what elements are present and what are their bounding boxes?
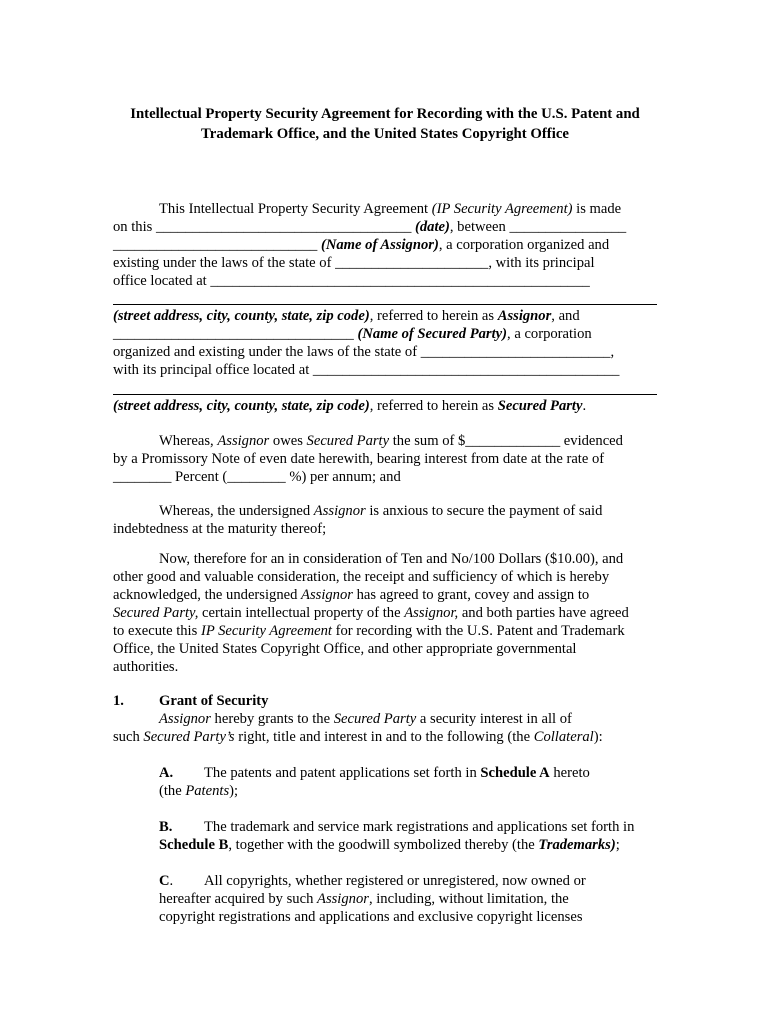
- intro-line-10: (street address, city, county, state, zip code), referred to herein as Secured Party.: [113, 398, 587, 414]
- intro-line-7: _________________________________ (Name of Secured Party), a corporation: [113, 326, 592, 342]
- now-line-6: Office, the United States Copyright Office, and other appropriate governmental: [113, 641, 577, 657]
- section-1-line-1: Assignor hereby grants to the Secured Party a security interest in all of: [159, 711, 572, 727]
- section-1-line-2: such Secured Party’s right, title and interest in and to the following (the Collateral):: [113, 729, 603, 745]
- now-line-3: acknowledged, the undersigned Assignor has agreed to grant, covey and assign to: [113, 587, 590, 603]
- title-line-1: Intellectual Property Security Agreement for Recording with the U.S. Patent and: [130, 106, 640, 122]
- blank-rule-address-2: [113, 394, 657, 395]
- intro-line-4: existing under the laws of the state of _____________________, with its principal: [113, 255, 595, 271]
- item-a-line-1: The patents and patent applications set forth in Schedule A hereto: [204, 765, 590, 781]
- now-line-4: Secured Party, certain intellectual property of the Assignor, and both parties have agreed: [113, 605, 629, 621]
- item-c-label: C.: [159, 873, 174, 889]
- whereas2-line-2: indebtedness at the maturity thereof;: [113, 521, 327, 537]
- item-c-line-2: hereafter acquired by such Assignor, including, without limitation, the: [159, 891, 569, 907]
- intro-line-8: organized and existing under the laws of the state of __________________________,: [113, 344, 615, 360]
- blank-rule-address-1: [113, 304, 657, 305]
- now-line-5: to execute this IP Security Agreement for recording with the U.S. Patent and Trademark: [113, 623, 625, 639]
- intro-line-3: ____________________________ (Name of Assignor), a corporation organized and: [113, 237, 610, 253]
- intro-line-6: (street address, city, county, state, zip code), referred to herein as Assignor, and: [113, 308, 580, 324]
- now-line-7: authorities.: [113, 659, 179, 675]
- whereas2-line-1: Whereas, the undersigned Assignor is anxious to secure the payment of said: [159, 503, 603, 519]
- item-c-line-1: All copyrights, whether registered or unregistered, now owned or: [204, 873, 586, 889]
- whereas1-line-2: by a Promissory Note of even date herewith, bearing interest from date at the rate of: [113, 451, 605, 467]
- item-b-line-1: The trademark and service mark registrations and applications set forth in: [204, 819, 635, 835]
- item-a-label: A.: [159, 765, 174, 781]
- now-line-2: other good and valuable consideration, the receipt and sufficiency of which is hereby: [113, 569, 610, 585]
- now-line-1: Now, therefore for an in consideration of Ten and No/100 Dollars ($10.00), and: [159, 551, 624, 567]
- item-b-line-2: Schedule B, together with the goodwill symbolized thereby (the Trademarks);: [159, 837, 620, 853]
- item-a-line-2: (the Patents);: [159, 783, 239, 799]
- whereas1-line-3: ________ Percent (________ %) per annum; and: [113, 469, 401, 485]
- section-1-heading: Grant of Security: [159, 693, 269, 709]
- intro-line-2: on this ___________________________________ (date), between ________________: [113, 219, 627, 235]
- section-1-number: 1.: [113, 693, 124, 709]
- title-line-2: Trademark Office, and the United States Copyright Office: [201, 126, 569, 142]
- item-b-label: B.: [159, 819, 173, 835]
- intro-line-5: office located at ____________________________________________________: [113, 273, 590, 289]
- intro-line-9: with its principal office located at __________________________________________: [113, 362, 620, 378]
- item-c-line-3: copyright registrations and applications and exclusive copyright licenses: [159, 909, 583, 925]
- intro-line-1: This Intellectual Property Security Agreement (IP Security Agreement) is made: [159, 201, 622, 217]
- document-title: [100, 104, 670, 144]
- whereas1-line-1: Whereas, Assignor owes Secured Party the sum of $_____________ evidenced: [159, 433, 623, 449]
